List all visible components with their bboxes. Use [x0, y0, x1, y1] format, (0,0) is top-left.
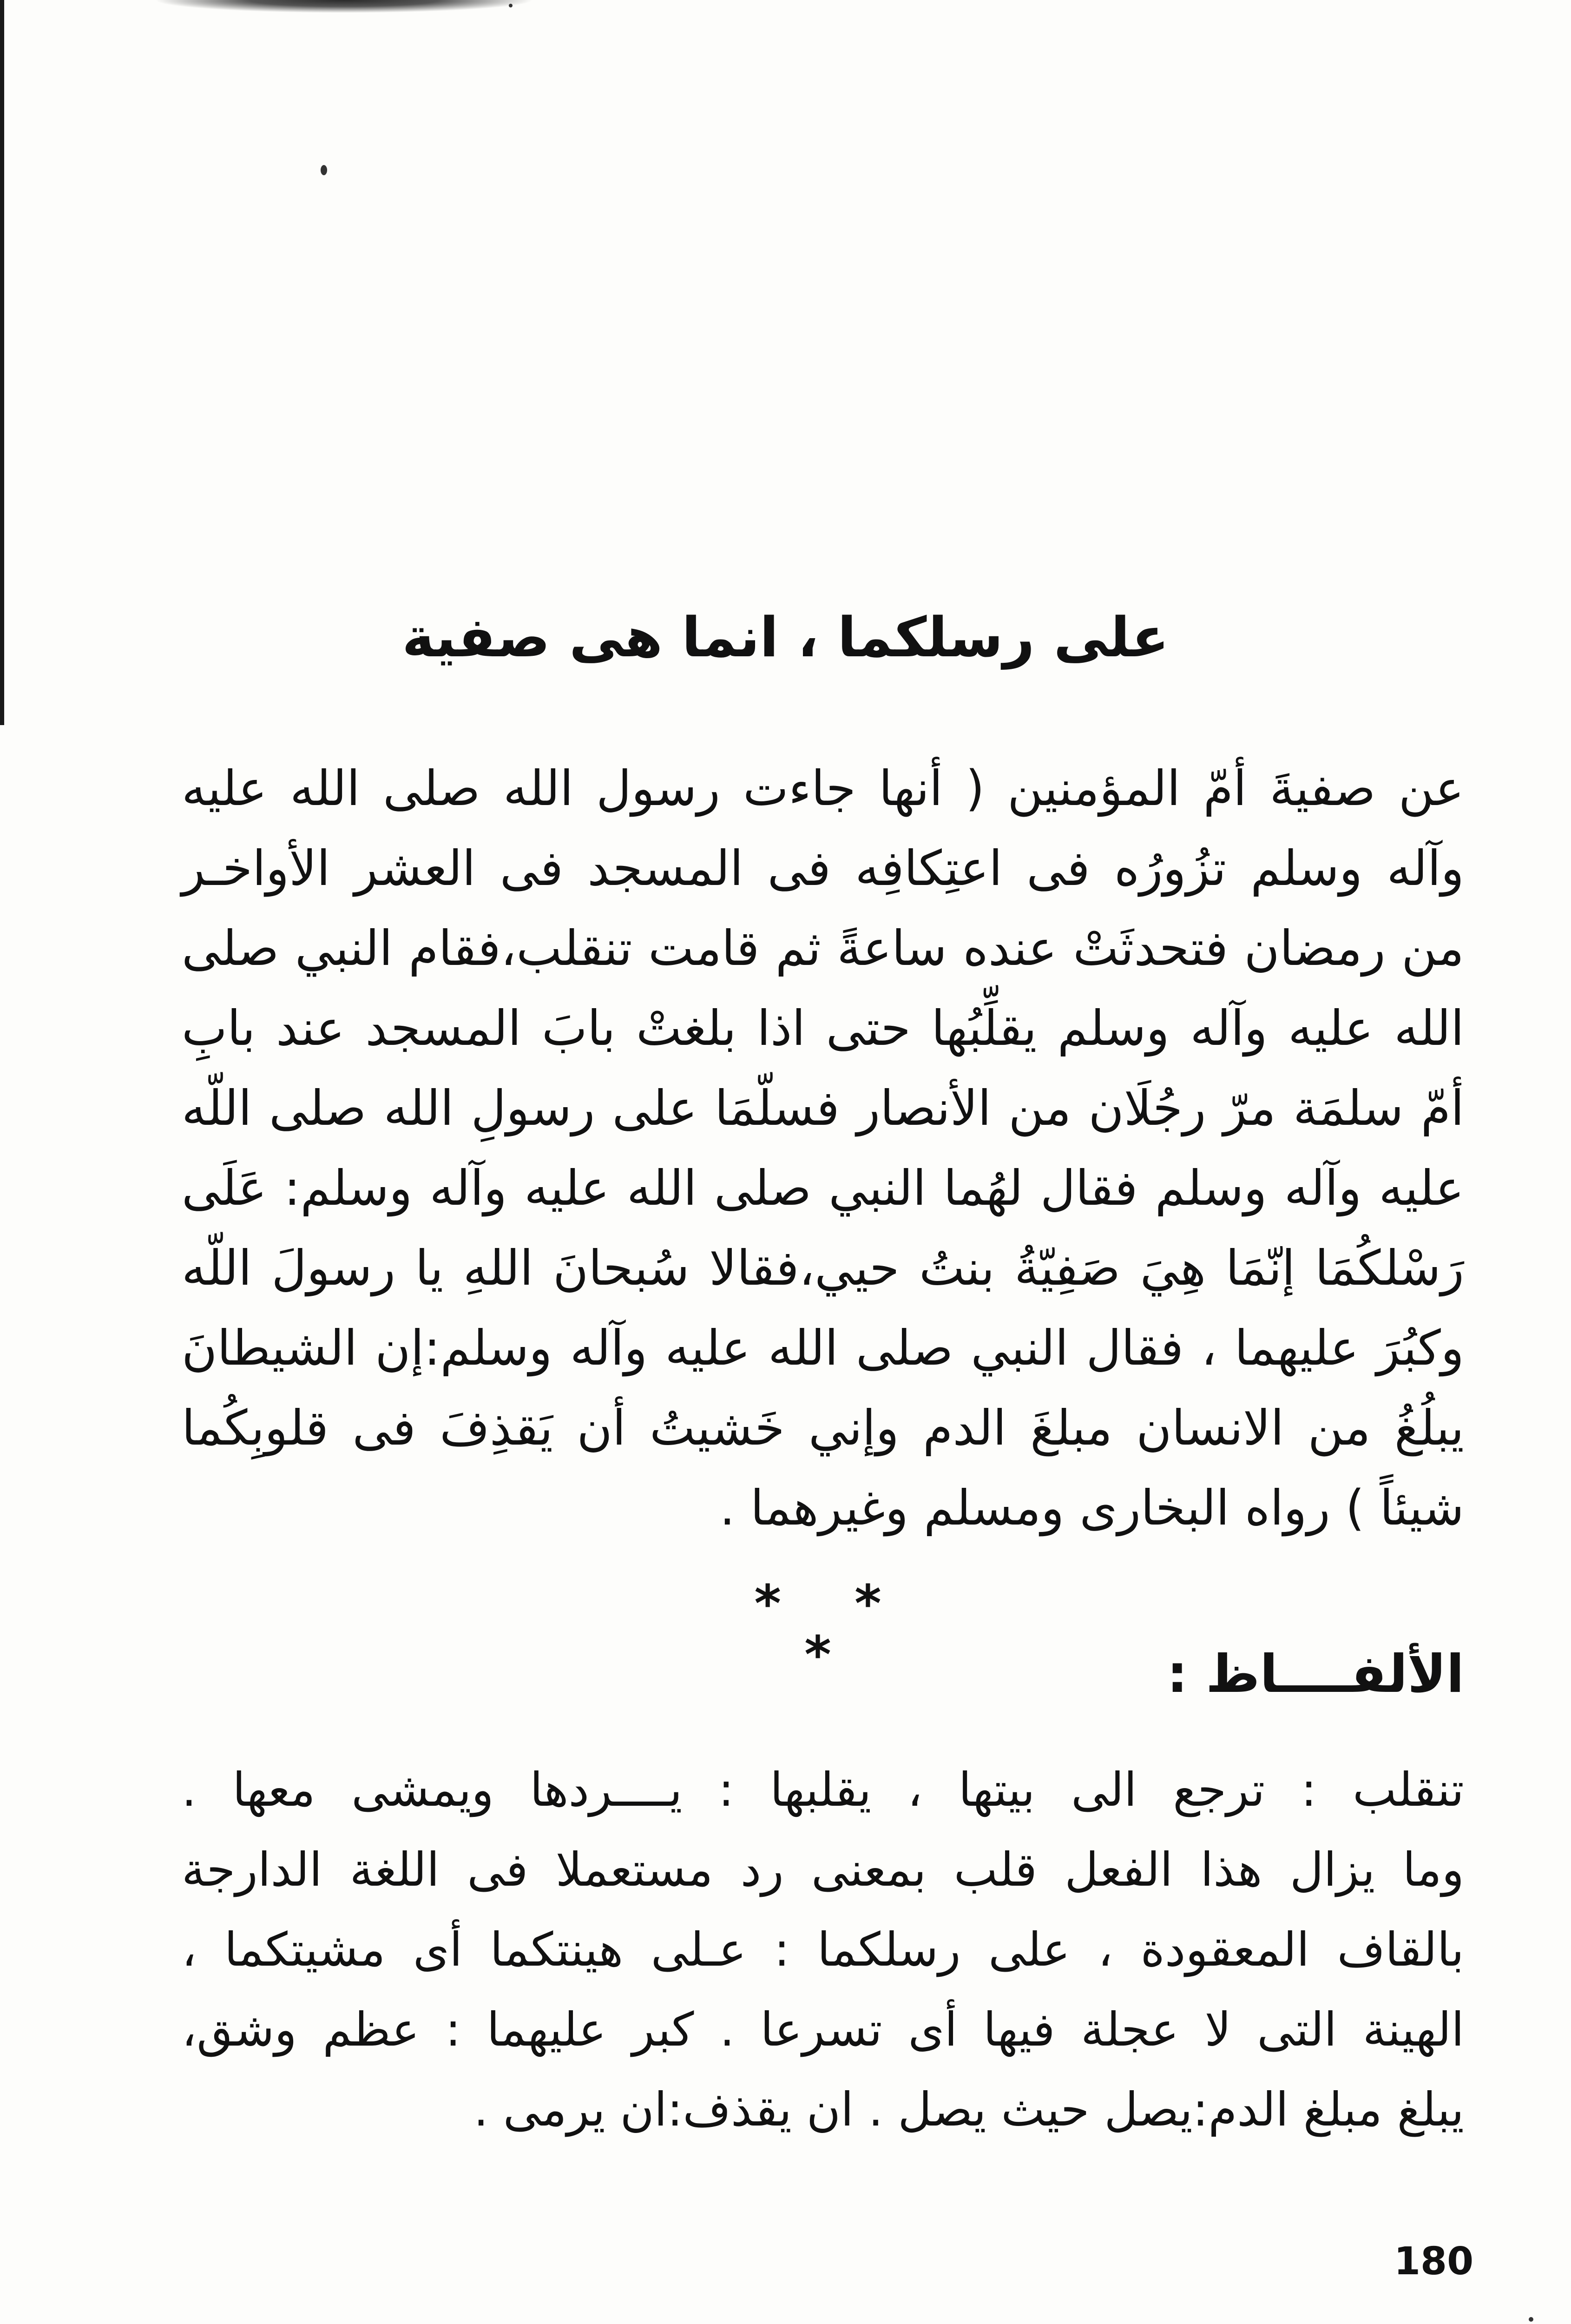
scan-smudge [153, 0, 534, 13]
vocab-line: الهينة التى لا عجلة فيها أى تسرعا . كبر عليهما : عظم وشق، [182, 2002, 1464, 2057]
page-title: على رسلكما ، انما هى صفية [402, 605, 1169, 669]
section-separator: * * * [754, 1574, 909, 1684]
vocab-line: بالقاف المعقودة ، على رسلكما : عـلى هينتكما أى مشيتكما ، [182, 1922, 1464, 1977]
hadith-line: الله عليه وآله وسلم يقلِّبُها حتى اذا بلغتْ بابَ المسجد عند بابِ [182, 1000, 1464, 1056]
vocab-line: تنقلب : ترجع الى بيتها ، يقلبها : يــــردها ويمشى معها . [182, 1763, 1464, 1817]
vocab-line: يبلغ مبلغ الدم:يصل حيث يصل . ان يقذف:ان يرمى . [473, 2082, 1464, 2137]
vocab-heading: الألفــــاظ : [1167, 1644, 1464, 1704]
page-number: 180 [1394, 2239, 1474, 2284]
scan-speck [1529, 2317, 1533, 2322]
hadith-line: شيئاً ) رواه البخارى ومسلم وغيرهما . [719, 1479, 1464, 1536]
hadith-line: وآله وسلم تزُورُه فى اعتِكافِه فى المسجد فى العشر الأواخـر [182, 840, 1464, 897]
scan-speck [509, 4, 513, 7]
hadith-line: وكبُرَ عليهما ، فقال النبي صلى الله عليه وآله وسلم:إن الشيطانَ [182, 1320, 1464, 1376]
scan-speck [321, 165, 327, 175]
vocab-text [182, 1750, 1464, 2150]
hadith-line: عليه وآله وسلم فقال لهُما النبي صلى الله عليه وآله وسلم: عَلَى [182, 1160, 1464, 1216]
hadith-line: رَسْلكُمَا إنّمَا هِيَ صَفِيّةُ بنتُ حيي،فقالا سُبحانَ اللهِ يا رسولَ اللّه [182, 1240, 1464, 1296]
hadith-text [182, 748, 1464, 1548]
vocab-line: وما يزال هذا الفعل قلب بمعنى رد مستعملا فى اللغة الدارجة [182, 1842, 1464, 1897]
hadith-line: من رمضان فتحدثَتْ عنده ساعةً ثم قامت تنقلب،فقام النبي صلى [182, 920, 1464, 977]
hadith-line: يبلُغُ من الانسان مبلغَ الدم وإني خَشيتُ أن يَقذِفَ فى قلوبِكُما [182, 1400, 1464, 1456]
hadith-line: عن صفيةَ أمّ المؤمنين ( أنها جاءت رسول الله صلى الله عليه [182, 760, 1464, 817]
hadith-line: أمّ سلمَة مرّ رجُلَان من الأنصار فسلّمَا على رسولِ الله صلى اللّه [182, 1080, 1464, 1136]
scan-edge-shadow [0, 0, 4, 725]
